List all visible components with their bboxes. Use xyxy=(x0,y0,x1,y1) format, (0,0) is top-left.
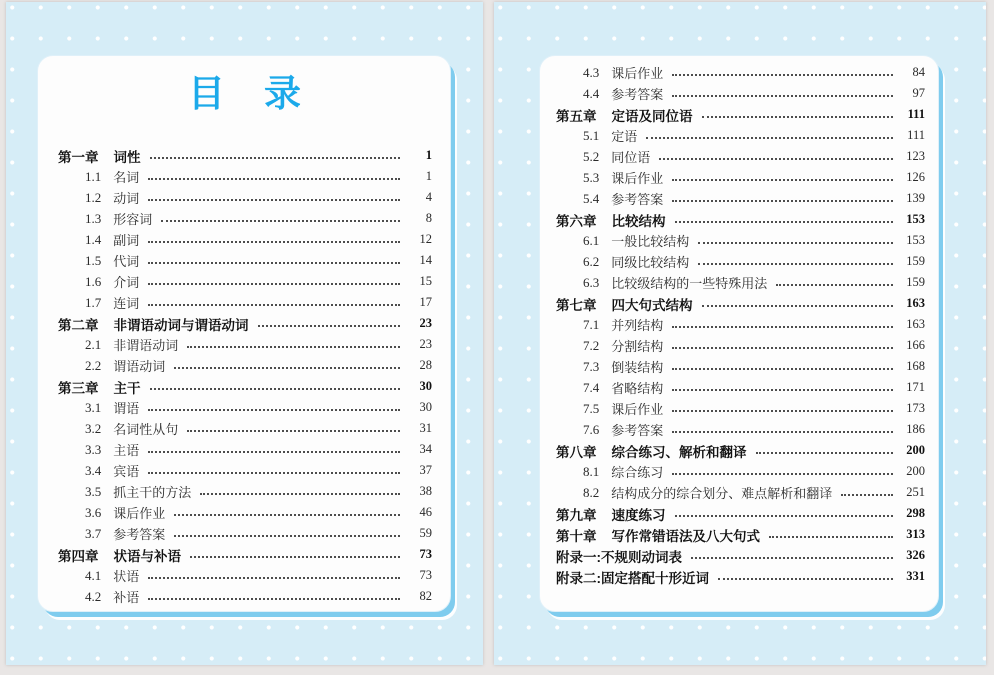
toc-entry-number: 7.2 xyxy=(583,337,600,353)
dot-leader xyxy=(190,556,400,558)
dot-leader xyxy=(148,577,400,579)
toc-entry-label: 一般比较结构 xyxy=(611,234,690,249)
toc-entry-number: 4.1 xyxy=(85,567,102,583)
toc-page-number: 326 xyxy=(906,548,925,562)
toc-page-number: 1 xyxy=(425,169,432,183)
toc-page-number: 59 xyxy=(419,526,432,540)
toc-entry-label: 连词 xyxy=(113,296,140,311)
toc-page-number: 163 xyxy=(906,317,925,331)
toc-entry-label: 名词性从句 xyxy=(113,422,179,437)
toc-row xyxy=(556,209,925,230)
toc-entry-label: 附录一:不规则动词表 xyxy=(556,549,682,565)
toc-entry-number: 1.4 xyxy=(85,231,102,247)
toc-entry-label: 比较级结构的一些特殊用法 xyxy=(611,276,768,291)
toc-page-number: 313 xyxy=(906,527,925,541)
toc-page-number: 139 xyxy=(906,191,925,205)
dot-leader xyxy=(672,326,893,328)
toc-entry-label: 参考答案 xyxy=(611,423,664,438)
dot-leader xyxy=(148,598,400,600)
toc-entry-label: 结构成分的综合划分、难点解析和翻译 xyxy=(611,486,833,501)
toc-page-number: 153 xyxy=(906,212,925,226)
toc-page-number: 37 xyxy=(419,463,432,477)
toc-page-number: 8 xyxy=(425,211,432,225)
toc-row xyxy=(58,481,432,502)
toc-page-number: 168 xyxy=(906,359,925,373)
dot-leader xyxy=(691,557,893,559)
dot-leader xyxy=(702,305,894,307)
toc-entry-number: 第十章 xyxy=(556,528,597,544)
toc-row xyxy=(58,292,432,313)
toc-page-number: 171 xyxy=(906,380,925,394)
toc-row xyxy=(58,145,432,166)
toc-row xyxy=(58,544,432,565)
toc-entry-number: 5.1 xyxy=(583,127,600,143)
dot-leader xyxy=(769,536,893,538)
toc-row xyxy=(556,167,925,188)
dot-leader xyxy=(148,241,400,243)
toc-page-number: 123 xyxy=(906,149,925,163)
toc-entry-label: 代词 xyxy=(113,254,140,269)
toc-row xyxy=(556,377,925,398)
toc-entry-label: 比较结构 xyxy=(611,213,666,229)
toc-entry-number: 第六章 xyxy=(556,213,597,229)
dot-leader xyxy=(148,199,400,201)
toc-row xyxy=(556,62,925,83)
toc-page-number: 111 xyxy=(907,128,925,142)
toc-entry-number: 8.2 xyxy=(583,484,600,500)
toc-entry-label: 状语与补语 xyxy=(113,548,181,564)
toc-entry-label: 参考答案 xyxy=(611,192,664,207)
toc-entry-number: 8.1 xyxy=(583,463,600,479)
toc-row xyxy=(556,146,925,167)
toc-row xyxy=(556,272,925,293)
toc-row xyxy=(556,230,925,251)
toc-entry-number: 7.6 xyxy=(583,421,600,437)
toc-entry-number: 7.4 xyxy=(583,379,600,395)
toc-page-number: 38 xyxy=(419,484,432,498)
toc-entry-number: 3.1 xyxy=(85,399,102,415)
toc-page-number: 200 xyxy=(906,443,925,457)
toc-entry-label: 非谓语动词 xyxy=(113,338,179,353)
toc-page-number: 14 xyxy=(419,253,432,267)
toc-row xyxy=(58,229,432,250)
toc-row xyxy=(58,166,432,187)
toc-entry-number: 2.1 xyxy=(85,336,102,352)
dot-leader xyxy=(148,262,400,264)
toc-entry-label: 并列结构 xyxy=(611,318,664,333)
dot-leader xyxy=(672,431,893,433)
toc-row xyxy=(556,251,925,272)
toc-entry-number: 7.5 xyxy=(583,400,600,416)
toc-entry-label: 参考答案 xyxy=(611,87,664,102)
toc-row xyxy=(556,356,925,377)
dot-leader xyxy=(672,389,893,391)
toc-entry-number: 第五章 xyxy=(556,108,597,124)
toc-entry-number: 1.6 xyxy=(85,273,102,289)
toc-list-right xyxy=(556,62,925,587)
toc-row xyxy=(556,188,925,209)
dot-leader xyxy=(148,304,400,306)
toc-page-number: 4 xyxy=(425,190,432,204)
toc-entry-label: 谓语动词 xyxy=(113,359,166,374)
toc-entry-label: 非谓语动词与谓语动词 xyxy=(113,317,249,333)
toc-entry-label: 谓语 xyxy=(113,401,140,416)
toc-entry-label: 课后作业 xyxy=(611,402,664,417)
toc-row xyxy=(556,335,925,356)
toc-page-number: 23 xyxy=(419,337,432,351)
dot-leader xyxy=(148,472,400,474)
toc-page-number: 31 xyxy=(419,421,432,435)
toc-page-number: 12 xyxy=(419,232,432,246)
toc-row xyxy=(58,334,432,355)
toc-row xyxy=(58,376,432,397)
toc-entry-label: 课后作业 xyxy=(611,171,664,186)
toc-entry-number: 1.7 xyxy=(85,294,102,310)
dot-leader xyxy=(150,157,401,159)
toc-row xyxy=(556,419,925,440)
dot-leader xyxy=(148,178,400,180)
toc-row xyxy=(58,208,432,229)
dot-leader xyxy=(718,578,893,580)
toc-row xyxy=(58,439,432,460)
toc-row xyxy=(556,482,925,503)
dot-leader xyxy=(698,242,893,244)
toc-page-number: 84 xyxy=(912,65,925,79)
toc-page-number: 159 xyxy=(906,275,925,289)
toc-row xyxy=(58,502,432,523)
toc-entry-label: 省略结构 xyxy=(611,381,664,396)
book-page-right xyxy=(494,2,986,665)
dot-leader xyxy=(174,367,400,369)
toc-entry-number: 3.6 xyxy=(85,504,102,520)
toc-page-number: 15 xyxy=(419,274,432,288)
toc-page-number: 34 xyxy=(419,442,432,456)
toc-entry-number: 4.4 xyxy=(583,85,600,101)
toc-entry-number: 4.3 xyxy=(583,64,600,80)
toc-entry-number: 3.3 xyxy=(85,441,102,457)
toc-page-number: 153 xyxy=(906,233,925,247)
toc-entry-number: 6.2 xyxy=(583,253,600,269)
dot-leader xyxy=(646,137,893,139)
toc-row xyxy=(556,461,925,482)
toc-entry-number: 7.3 xyxy=(583,358,600,374)
toc-entry-label: 状语 xyxy=(113,569,140,584)
toc-page-number: 200 xyxy=(906,464,925,478)
toc-row xyxy=(58,418,432,439)
dot-leader xyxy=(675,515,894,517)
toc-entry-label: 形容词 xyxy=(113,212,153,227)
toc-entry-label: 动词 xyxy=(113,191,140,206)
toc-page-number: 331 xyxy=(906,569,925,583)
toc-entry-label: 参考答案 xyxy=(113,527,166,542)
dot-leader xyxy=(672,74,893,76)
dot-leader xyxy=(672,200,893,202)
dot-leader xyxy=(672,95,893,97)
toc-entry-label: 抓主干的方法 xyxy=(113,485,192,500)
toc-row xyxy=(58,355,432,376)
toc-entry-label: 词性 xyxy=(113,149,141,165)
toc-entry-label: 分割结构 xyxy=(611,339,664,354)
toc-entry-label: 速度练习 xyxy=(611,507,666,523)
dot-leader xyxy=(150,388,401,390)
toc-entry-number: 2.2 xyxy=(85,357,102,373)
toc-row xyxy=(58,565,432,586)
dot-leader xyxy=(841,494,893,496)
toc-page-number: 97 xyxy=(912,86,925,100)
dot-leader xyxy=(672,368,893,370)
toc-row xyxy=(58,271,432,292)
toc-entry-number: 1.5 xyxy=(85,252,102,268)
toc-entry-label: 定语 xyxy=(611,129,638,144)
dot-leader xyxy=(672,179,893,181)
toc-entry-number: 第四章 xyxy=(58,548,99,564)
toc-entry-label: 课后作业 xyxy=(611,66,664,81)
dot-leader xyxy=(187,430,400,432)
toc-title xyxy=(58,72,432,116)
dot-leader xyxy=(698,263,893,265)
toc-row xyxy=(556,545,925,566)
dot-leader xyxy=(672,347,893,349)
dot-leader xyxy=(148,451,400,453)
toc-entry-number: 6.1 xyxy=(583,232,600,248)
toc-entry-number: 1.1 xyxy=(85,168,102,184)
toc-page-number: 46 xyxy=(419,505,432,519)
toc-entry-number: 第一章 xyxy=(58,149,99,165)
toc-row xyxy=(556,398,925,419)
toc-page-number: 30 xyxy=(419,379,432,393)
toc-entry-number: 第二章 xyxy=(58,317,99,333)
toc-entry-label: 课后作业 xyxy=(113,506,166,521)
toc-entry-label: 宾语 xyxy=(113,464,140,479)
toc-title-char-left: 目 xyxy=(188,73,226,114)
toc-entry-number: 5.2 xyxy=(583,148,600,164)
toc-page-number: 73 xyxy=(419,547,432,561)
toc-entry-number: 5.4 xyxy=(583,190,600,206)
dot-leader xyxy=(675,221,894,223)
dot-leader xyxy=(187,346,400,348)
toc-entry-label: 综合练习 xyxy=(611,465,664,480)
toc-entry-label: 名词 xyxy=(113,170,140,185)
dot-leader xyxy=(672,473,893,475)
toc-row xyxy=(556,440,925,461)
toc-page-number: 163 xyxy=(906,296,925,310)
toc-row xyxy=(556,104,925,125)
toc-entry-label: 定语及同位语 xyxy=(611,108,693,124)
toc-entry-number: 第八章 xyxy=(556,444,597,460)
toc-entry-label: 倒装结构 xyxy=(611,360,664,375)
toc-entry-label: 同位语 xyxy=(611,150,651,165)
dot-leader xyxy=(659,158,893,160)
toc-page-number: 126 xyxy=(906,170,925,184)
toc-entry-label: 补语 xyxy=(113,590,140,605)
toc-row xyxy=(58,187,432,208)
toc-page-number: 159 xyxy=(906,254,925,268)
toc-entry-label: 主干 xyxy=(113,380,141,396)
toc-page-number: 23 xyxy=(419,316,432,330)
toc-row xyxy=(58,397,432,418)
toc-row xyxy=(58,250,432,271)
toc-page-number: 17 xyxy=(419,295,432,309)
toc-entry-label: 介词 xyxy=(113,275,140,290)
toc-entry-number: 3.4 xyxy=(85,462,102,478)
toc-row xyxy=(556,524,925,545)
toc-entry-number: 第七章 xyxy=(556,297,597,313)
dot-leader xyxy=(200,493,400,495)
toc-row xyxy=(556,566,925,587)
toc-entry-label: 写作常错语法及八大句式 xyxy=(611,528,760,544)
toc-row xyxy=(556,503,925,524)
toc-entry-label: 副词 xyxy=(113,233,140,248)
toc-title-char-right: 录 xyxy=(264,73,302,114)
toc-card-left xyxy=(37,55,451,612)
toc-row xyxy=(556,83,925,104)
dot-leader xyxy=(756,452,894,454)
toc-page-number: 73 xyxy=(419,568,432,582)
toc-page-number: 82 xyxy=(419,589,432,603)
toc-row xyxy=(58,523,432,544)
toc-entry-number: 3.2 xyxy=(85,420,102,436)
toc-entry-label: 四大句式结构 xyxy=(611,297,693,313)
toc-page-number: 30 xyxy=(419,400,432,414)
book-page-left xyxy=(6,2,483,665)
toc-row xyxy=(556,314,925,335)
toc-entry-number: 3.5 xyxy=(85,483,102,499)
toc-entry-number: 3.7 xyxy=(85,525,102,541)
toc-row xyxy=(58,586,432,607)
toc-entry-number: 5.3 xyxy=(583,169,600,185)
toc-entry-label: 附录二:固定搭配十形近词 xyxy=(556,570,709,586)
toc-card-right xyxy=(539,55,939,612)
toc-entry-label: 主语 xyxy=(113,443,140,458)
toc-entry-number: 第九章 xyxy=(556,507,597,523)
toc-entry-label: 同级比较结构 xyxy=(611,255,690,270)
dot-leader xyxy=(148,409,400,411)
toc-row xyxy=(58,313,432,334)
toc-page-number: 111 xyxy=(907,107,925,121)
dot-leader xyxy=(702,116,894,118)
dot-leader xyxy=(148,283,400,285)
toc-row xyxy=(556,125,925,146)
toc-entry-number: 1.2 xyxy=(85,189,102,205)
toc-row xyxy=(58,460,432,481)
toc-row xyxy=(556,293,925,314)
dot-leader xyxy=(776,284,893,286)
toc-page-number: 28 xyxy=(419,358,432,372)
toc-entry-number: 1.3 xyxy=(85,210,102,226)
toc-page-number: 298 xyxy=(906,506,925,520)
dot-leader xyxy=(161,220,400,222)
dot-leader xyxy=(174,514,400,516)
toc-entry-number: 7.1 xyxy=(583,316,600,332)
toc-page-number: 251 xyxy=(906,485,925,499)
dot-leader xyxy=(174,535,400,537)
toc-page-number: 1 xyxy=(425,148,432,162)
toc-page-number: 166 xyxy=(906,338,925,352)
dot-leader xyxy=(258,325,401,327)
toc-entry-number: 第三章 xyxy=(58,380,99,396)
dot-leader xyxy=(672,410,893,412)
toc-entry-number: 6.3 xyxy=(583,274,600,290)
toc-entry-number: 4.2 xyxy=(85,588,102,604)
toc-page-number: 186 xyxy=(906,422,925,436)
toc-entry-label: 综合练习、解析和翻译 xyxy=(611,444,747,460)
toc-page-number: 173 xyxy=(906,401,925,415)
toc-list-left xyxy=(58,145,432,607)
